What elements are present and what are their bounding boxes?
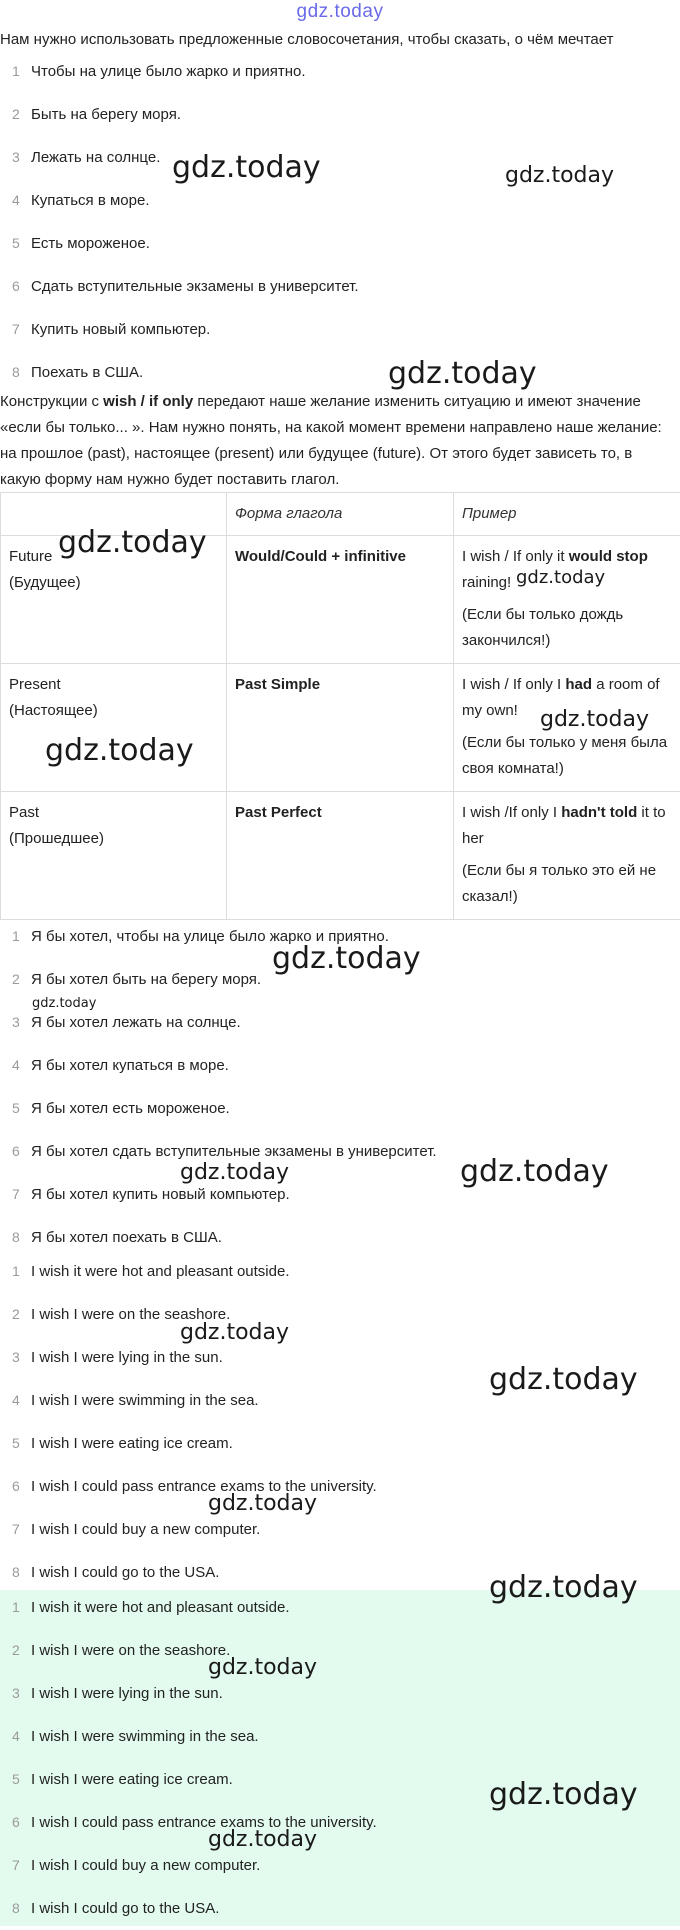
time-cell	[1, 792, 227, 920]
item-number: 3	[12, 1001, 20, 1044]
example-translation: (Если бы только дождь закончился!)	[462, 602, 672, 654]
watermark: gdz.today	[32, 996, 96, 1011]
english-answer-list	[0, 1250, 680, 1594]
item-text: Лежать на солнце.	[31, 149, 160, 166]
example-cell	[454, 792, 680, 920]
item-text: Я бы хотел купить новый компьютер.	[31, 1186, 290, 1203]
example-text: I wish / If only it would stop raining!	[462, 544, 672, 596]
item-text: Я бы хотел есть мороженое.	[31, 1100, 230, 1117]
list-item	[0, 1844, 680, 1887]
item-text: I wish I were eating ice cream.	[31, 1771, 233, 1788]
task-list	[0, 50, 680, 394]
item-number: 8	[12, 1216, 20, 1259]
item-text: I wish it were hot and pleasant outside.	[31, 1263, 290, 1280]
time-label: Future	[9, 544, 218, 570]
form-cell: Past Perfect	[227, 792, 454, 920]
watermark: gdz.today	[489, 1777, 638, 1812]
watermark: gdz.today	[58, 525, 207, 560]
item-text: I wish I were swimming in the sea.	[31, 1392, 259, 1409]
watermark: gdz.today	[516, 567, 605, 588]
item-text: Чтобы на улице было жарко и приятно.	[31, 63, 306, 80]
time-cell	[1, 664, 227, 792]
time-label: Present	[9, 672, 218, 698]
highlighted-answer-list	[0, 1586, 680, 1930]
list-item	[0, 1508, 680, 1551]
watermark: gdz.today	[489, 1570, 638, 1605]
example-translation: (Если бы только у меня была своя комната!)	[462, 730, 672, 782]
item-text: I wish I could buy a new computer.	[31, 1857, 260, 1874]
list-item	[0, 1672, 680, 1715]
item-text: Быть на берегу моря.	[31, 106, 181, 123]
watermark: gdz.today	[272, 941, 421, 976]
item-number: 8	[12, 351, 20, 394]
site-logo[interactable]: gdz.today	[0, 0, 680, 26]
item-text: I wish I were lying in the sun.	[31, 1349, 223, 1366]
watermark: gdz.today	[505, 163, 614, 188]
item-number: 4	[12, 1379, 20, 1422]
item-number: 1	[12, 1250, 20, 1293]
item-text: I wish I could pass entrance exams to the university.	[31, 1478, 377, 1495]
item-number: 3	[12, 1336, 20, 1379]
item-text: Поехать в США.	[31, 364, 143, 381]
item-number: 1	[12, 915, 20, 958]
example-cell	[454, 536, 680, 664]
explanation-paragraph	[0, 389, 672, 493]
item-number: 7	[12, 308, 20, 351]
item-text: I wish I could go to the USA.	[31, 1564, 219, 1581]
example-text: I wish /If only I hadn't told it to her	[462, 800, 672, 852]
item-text: Купить новый компьютер.	[31, 321, 210, 338]
item-number: 6	[12, 1130, 20, 1173]
example-translation: (Если бы я только это ей не сказал!)	[462, 858, 672, 910]
explanation-text: передают наше желание изменить ситуацию и имеют значение «если бы только... ». Нам нужно понять, на какой момент времени направлено наше желание: на прошлое (past), настоящее (present) или будущее (future). От этого будет зависеть то, в какую форму нам нужно будет поставить глагол.	[0, 393, 662, 488]
item-text: I wish it were hot and pleasant outside.	[31, 1599, 290, 1616]
form-cell: Would/Could + infinitive	[227, 536, 454, 664]
intro-text: Нам нужно использовать предложенные словосочетания, чтобы сказать, о чём мечтает	[0, 28, 680, 52]
item-text: Я бы хотел быть на берегу моря.	[31, 971, 261, 988]
form-cell: Past Simple	[227, 664, 454, 792]
list-item	[0, 265, 680, 308]
item-number: 5	[12, 1758, 20, 1801]
item-text: I wish I could buy a new computer.	[31, 1521, 260, 1538]
time-label: Past	[9, 800, 218, 826]
column-header: Форма глагола	[227, 493, 454, 536]
item-text: Я бы хотел поехать в США.	[31, 1229, 222, 1246]
item-text: I wish I were on the seashore.	[31, 1306, 230, 1323]
time-label-ru: (Прошедшее)	[9, 826, 218, 852]
explanation-text: Конструкции с	[0, 393, 103, 410]
item-number: 2	[12, 1629, 20, 1672]
item-number: 5	[12, 222, 20, 265]
item-text: Есть мороженое.	[31, 235, 150, 252]
item-number: 1	[12, 1586, 20, 1629]
time-label-ru: (Будущее)	[9, 570, 218, 596]
item-text: I wish I could pass entrance exams to the university.	[31, 1814, 377, 1831]
list-item	[0, 1250, 680, 1293]
item-number: 3	[12, 1672, 20, 1715]
item-number: 2	[12, 93, 20, 136]
list-item	[0, 1715, 680, 1758]
list-item	[0, 351, 680, 394]
watermark: gdz.today	[489, 1362, 638, 1397]
item-number: 5	[12, 1087, 20, 1130]
list-item	[0, 1087, 680, 1130]
item-number: 7	[12, 1173, 20, 1216]
list-item	[0, 1422, 680, 1465]
watermark: gdz.today	[180, 1320, 289, 1345]
list-item	[0, 93, 680, 136]
item-number: 8	[12, 1887, 20, 1930]
item-text: Купаться в море.	[31, 192, 150, 209]
item-text: Я бы хотел, чтобы на улице было жарко и приятно.	[31, 928, 389, 945]
time-label-ru: (Настоящее)	[9, 698, 218, 724]
watermark: gdz.today	[460, 1154, 609, 1189]
item-text: I wish I could go to the USA.	[31, 1900, 219, 1917]
watermark: gdz.today	[45, 733, 194, 768]
item-number: 6	[12, 1465, 20, 1508]
item-number: 4	[12, 179, 20, 222]
item-text: Я бы хотел сдать вступительные экзамены в университет.	[31, 1143, 437, 1160]
watermark: gdz.today	[180, 1160, 289, 1185]
watermark: gdz.today	[388, 356, 537, 391]
item-text: Сдать вступительные экзамены в университет.	[31, 278, 359, 295]
item-number: 8	[12, 1551, 20, 1594]
item-number: 7	[12, 1508, 20, 1551]
list-item	[0, 1887, 680, 1930]
column-header: Пример	[454, 493, 680, 536]
item-text: Я бы хотел лежать на солнце.	[31, 1014, 241, 1031]
item-number: 2	[12, 958, 20, 1001]
item-text: I wish I were swimming in the sea.	[31, 1728, 259, 1745]
table-row	[1, 792, 680, 920]
watermark: gdz.today	[208, 1491, 317, 1516]
list-item	[0, 1293, 680, 1336]
item-text: Я бы хотел купаться в море.	[31, 1057, 229, 1074]
list-item	[0, 1465, 680, 1508]
item-number: 4	[12, 1044, 20, 1087]
list-item	[0, 308, 680, 351]
item-number: 6	[12, 1801, 20, 1844]
item-number: 4	[12, 1715, 20, 1758]
watermark: gdz.today	[540, 707, 649, 732]
watermark: gdz.today	[208, 1827, 317, 1852]
item-text: I wish I were lying in the sun.	[31, 1685, 223, 1702]
item-number: 7	[12, 1844, 20, 1887]
item-number: 5	[12, 1422, 20, 1465]
list-item	[0, 50, 680, 93]
watermark: gdz.today	[172, 150, 321, 185]
item-number: 3	[12, 136, 20, 179]
list-item	[0, 1001, 680, 1044]
list-item	[0, 1629, 680, 1672]
item-number: 1	[12, 50, 20, 93]
example-text: I wish / If only I had a room of my own!	[462, 672, 672, 724]
item-text: I wish I were eating ice cream.	[31, 1435, 233, 1452]
watermark: gdz.today	[208, 1655, 317, 1680]
list-item	[0, 222, 680, 265]
item-text: I wish I were on the seashore.	[31, 1642, 230, 1659]
explanation-keyword: wish / if only	[103, 393, 193, 410]
item-number: 2	[12, 1293, 20, 1336]
list-item	[0, 1044, 680, 1087]
item-number: 6	[12, 265, 20, 308]
